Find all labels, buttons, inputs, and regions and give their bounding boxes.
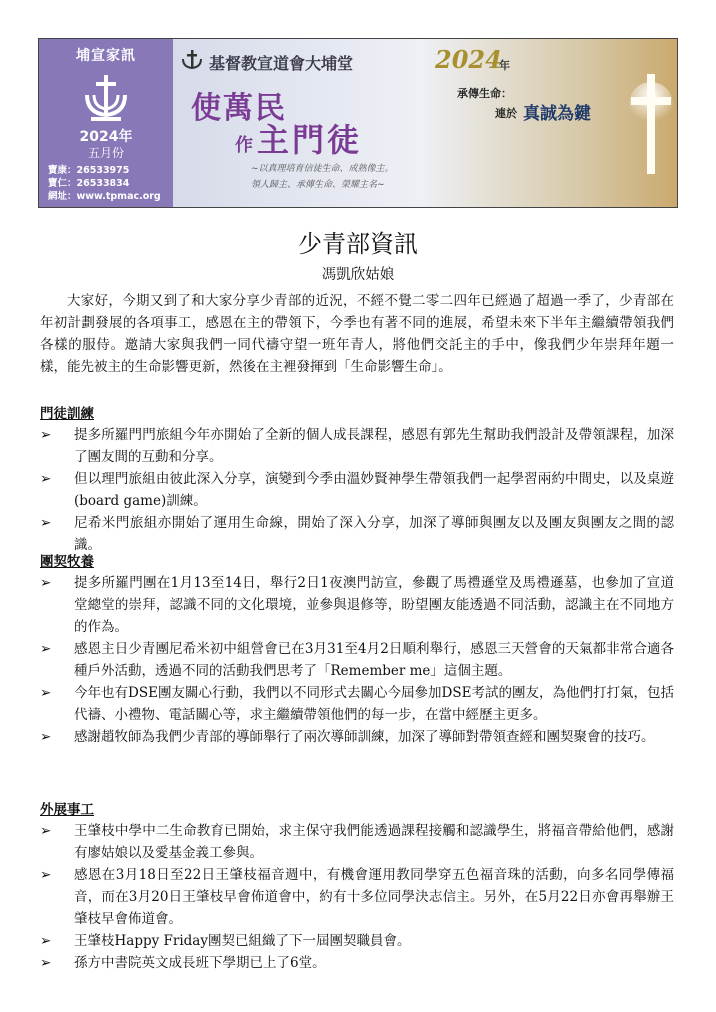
bullet-arrow-icon: ➢ — [40, 471, 52, 487]
bullet-arrow-icon: ➢ — [40, 867, 52, 883]
church-emblem-icon — [181, 49, 203, 71]
section-heading-discipleship: 門徒訓練 — [40, 406, 94, 422]
theme-verse-2: 領人歸主、承傳生命、榮耀主名~ — [251, 180, 385, 190]
theme-line-1: 使萬民 — [191, 91, 287, 126]
bullet-arrow-icon: ➢ — [40, 515, 52, 531]
church-name: 基督教宣道會大埔堂 — [209, 54, 354, 73]
list-item: ➢ 提多所羅門門旅組今年亦開始了全新的個人成長課程，感恩有郭先生幫助我們設計及帶領課程，加深了團友間的互動和分享。 — [40, 424, 674, 468]
list-item: ➢ 王肇枝中學中二生命教育已開始，求主保守我們能透過課程接觸和認識學生，將福音帶給他們，感謝有廖姑娘以及愛基金義工參與。 — [40, 820, 674, 864]
intro-paragraph: 大家好，今期又到了和大家分享少青部的近況，不經不覺二零二四年已經過了超過一季了，少青部在年初計劃發展的各項事工，感恩在主的帶領下，今季也有著不同的進展，希望未來下半年主繼續帶領我們各樣的服侍。邀請大家與我們一同代禱守望一班年青人，將他們交託主的手中，像我們少年崇拜年題一樣，能先被主的生命影響更新，然後在主裡發揮到「生命影響生命」。 — [40, 293, 674, 375]
section-heading-outreach: 外展事工 — [40, 802, 94, 818]
bullet-arrow-icon: ➢ — [40, 641, 52, 657]
fellowship-list — [40, 572, 674, 748]
list-item: ➢ 尼希米門旅組亦開始了運用生命線，開始了深入分享，加深了導師與團友以及團友與團友之間的認識。 — [40, 512, 674, 556]
banner-side-panel — [39, 39, 173, 207]
bullet-arrow-icon: ➢ — [40, 955, 52, 971]
list-item: ➢ 但以理門旅組由彼此深入分享，演變到今季由溫妙賢神學生帶領我們一起學習兩約中間史，以及桌遊(board game)訓練。 — [40, 468, 674, 512]
bullet-arrow-icon: ➢ — [40, 575, 52, 591]
bullet-arrow-icon: ➢ — [40, 729, 52, 745]
bullet-arrow-icon: ➢ — [40, 685, 52, 701]
issue-month: 五月份 — [87, 146, 124, 160]
newsletter-banner — [38, 38, 678, 208]
list-item: ➢ 感恩在3月18日至22日王肇枝福音週中，有機會運用教同學穿五色福音珠的活動，向多名同學傳福音，而在3月20日王肇枝早會佈道會中，約有十多位同學決志信主。另外，在5月22日亦會再舉辦王肇枝早會佈道會。 — [40, 864, 674, 930]
list-item: ➢ 今年也有DSE團友關心行動，我們以不同形式去關心今屆參加DSE考試的團友，為他們打打氣，包括代禱、小禮物、電話關心等，求主繼續帶領他們的每一步，在當中經歷主更多。 — [40, 682, 674, 726]
list-item: ➢ 感恩主日少青團尼希米初中組營會已在3月31至4月2日順利舉行，感恩三天營會的天氣都非常合適各種戶外活動，透過不同的活動我們思考了「Remember me」這個主題。 — [40, 638, 674, 682]
newsletter-title: 埔宣家訊 — [76, 48, 136, 64]
list-item: ➢ 孫方中書院英文成長班下學期已上了6堂。 — [40, 952, 674, 974]
outreach-list — [40, 820, 674, 974]
banner-year: 2024 — [435, 45, 502, 74]
bullet-arrow-icon: ➢ — [40, 427, 52, 443]
phone-2: 寶仁：26533834 — [48, 178, 130, 189]
bullet-arrow-icon: ➢ — [40, 823, 52, 839]
list-item: ➢ 提多所羅門團在1月13至14日，舉行2日1夜澳門訪宣，參觀了馬禮遜堂及馬禮遜墓，也參加了宣道堂總堂的崇拜，認識不同的文化環境，並參與退修等，盼望團友能透過不同活動，認識主在不同地方的作為。 — [40, 572, 674, 638]
issue-year: 2024年 — [79, 129, 133, 145]
list-item: ➢ 王肇枝Happy Friday團契已組織了下一屆團契職員會。 — [40, 930, 674, 952]
church-logo-icon — [83, 73, 129, 123]
glowing-cross-icon — [629, 69, 673, 179]
banner-year-suffix: 年 — [499, 59, 510, 72]
website: 網址：www.tpmac.org — [48, 191, 161, 202]
motto-prefix: 連於 — [495, 107, 517, 120]
theme-line-2-small: 作 — [235, 135, 253, 156]
contact-info — [48, 164, 161, 203]
phone-1: 寶康：26533975 — [48, 165, 130, 176]
bullet-arrow-icon: ➢ — [40, 933, 52, 949]
motto-emphasis: 真誠為鍵 — [523, 104, 591, 124]
list-item: ➢ 感謝趙牧師為我們少青部的導師舉行了兩次導師訓練，加深了導師對帶領查經和團契聚會的技巧。 — [40, 726, 674, 748]
article-author: 馮凱欣姑娘 — [321, 267, 395, 283]
motto-label: 承傳生命： — [457, 87, 512, 100]
discipleship-list — [40, 424, 674, 556]
article-title: 少青部資訊 — [298, 230, 418, 258]
section-heading-fellowship: 團契牧養 — [40, 554, 94, 570]
theme-line-2: 主門徒 — [257, 121, 363, 159]
theme-verse-1: ~以真理培育信徒生命、成熟像主。 — [251, 164, 394, 174]
